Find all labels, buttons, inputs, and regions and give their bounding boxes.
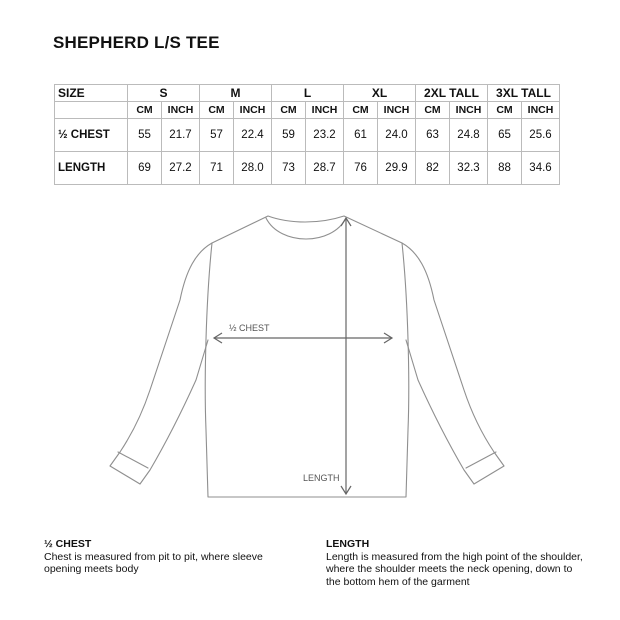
table-cell: 82	[416, 152, 450, 185]
unit-cm: CM	[128, 102, 162, 119]
table-cell: 63	[416, 119, 450, 152]
table-cell: 24.8	[450, 119, 488, 152]
unit-inch: INCH	[306, 102, 344, 119]
table-cell: 34.6	[522, 152, 560, 185]
shirt-collar-line	[266, 218, 346, 239]
unit-inch: INCH	[162, 102, 200, 119]
shirt-torso-outline	[205, 216, 409, 497]
table-cell: 69	[128, 152, 162, 185]
table-cell: 59	[272, 119, 306, 152]
unit-inch: INCH	[450, 102, 488, 119]
note-length	[326, 538, 588, 588]
table-cell: 71	[200, 152, 234, 185]
shirt-left-sleeve-outline	[110, 243, 212, 484]
table-cell: 55	[128, 119, 162, 152]
product-title: SHEPHERD L/S TEE	[53, 33, 220, 52]
length-measure-label: LENGTH	[303, 473, 340, 483]
size-header-label: SIZE	[55, 85, 128, 102]
size-header-xl: XL	[344, 85, 416, 102]
table-cell: 25.6	[522, 119, 560, 152]
note-chest-title: ½ CHEST	[44, 538, 92, 550]
right-cuff-line	[466, 452, 496, 468]
size-header-2xl-tall: 2XL TALL	[416, 85, 488, 102]
table-cell: 24.0	[378, 119, 416, 152]
note-length-title: LENGTH	[326, 538, 370, 550]
table-cell: 65	[488, 119, 522, 152]
chest-measure-label: ½ CHEST	[229, 323, 270, 333]
unit-cm: CM	[272, 102, 306, 119]
unit-inch: INCH	[234, 102, 272, 119]
unit-cm: CM	[416, 102, 450, 119]
table-cell: 32.3	[450, 152, 488, 185]
row-label-length: LENGTH	[55, 152, 128, 185]
shirt-right-sleeve-outline	[402, 243, 504, 484]
unit-cm: CM	[488, 102, 522, 119]
left-cuff-line	[118, 452, 148, 468]
table-cell: 61	[344, 119, 378, 152]
table-cell: 23.2	[306, 119, 344, 152]
row-label-chest: ½ CHEST	[55, 119, 128, 152]
size-header-l: L	[272, 85, 344, 102]
table-cell: 22.4	[234, 119, 272, 152]
table-cell: 27.2	[162, 152, 200, 185]
table-cell: 21.7	[162, 119, 200, 152]
unit-inch: INCH	[522, 102, 560, 119]
note-chest-text: Chest is measured from pit to pit, where sleeve opening meets body	[44, 550, 263, 575]
table-cell: 28.0	[234, 152, 272, 185]
table-cell: 29.9	[378, 152, 416, 185]
table-cell: 76	[344, 152, 378, 185]
unit-cm: CM	[200, 102, 234, 119]
size-header-3xl-tall: 3XL TALL	[488, 85, 560, 102]
table-cell: 57	[200, 119, 234, 152]
table-cell: 88	[488, 152, 522, 185]
note-length-text: Length is measured from the high point of the shoulder, where the shoulder meets the neck opening, down to the bottom hem of the garment	[326, 550, 583, 588]
size-header-m: M	[200, 85, 272, 102]
table-cell: 28.7	[306, 152, 344, 185]
size-header-s: S	[128, 85, 200, 102]
unit-cm: CM	[344, 102, 378, 119]
note-chest	[44, 538, 294, 576]
table-cell: 73	[272, 152, 306, 185]
unit-inch: INCH	[378, 102, 416, 119]
